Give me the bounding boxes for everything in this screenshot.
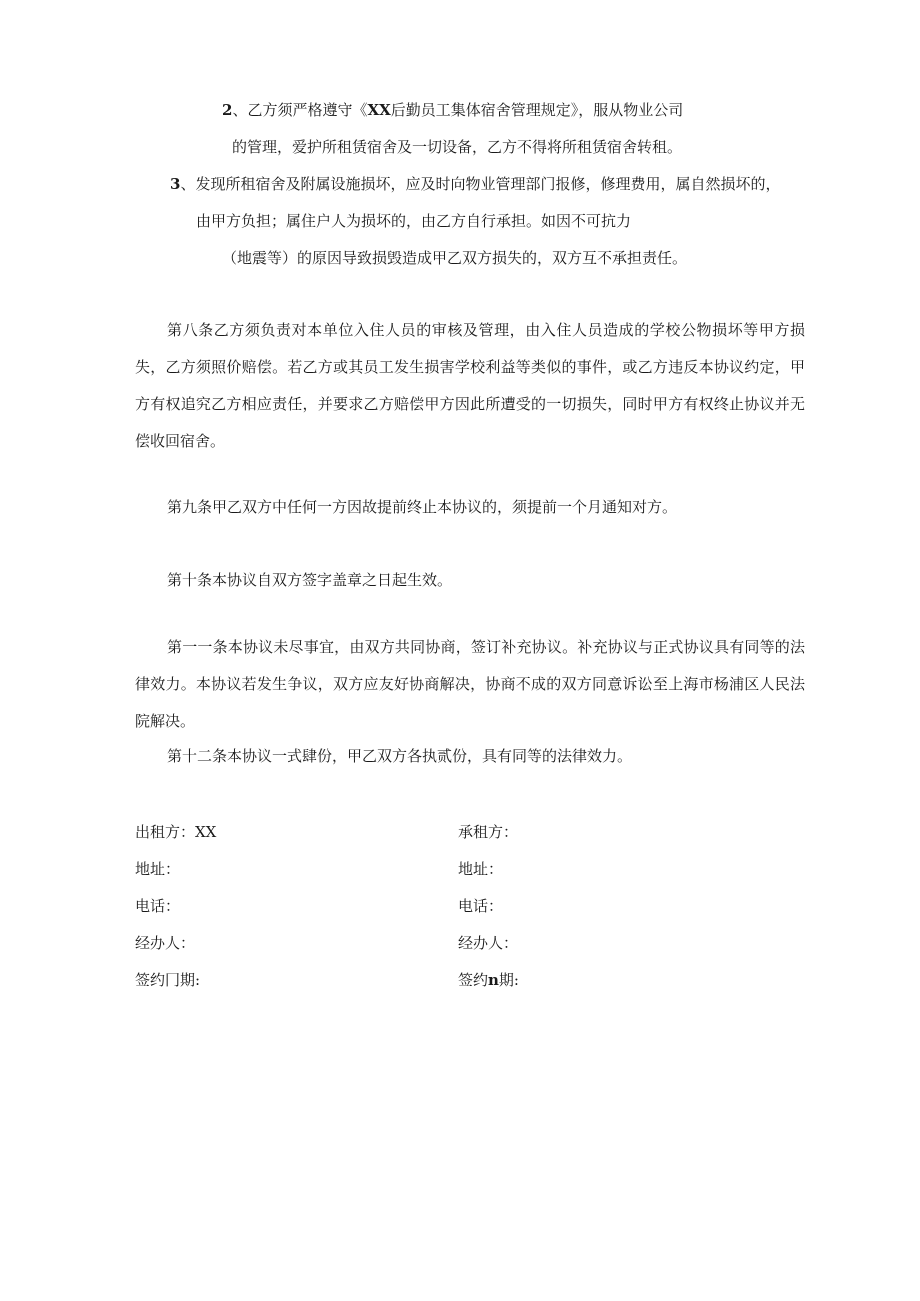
- lessor-agent: 经办人：: [135, 934, 196, 952]
- lessee-phone: 电话：: [458, 897, 504, 915]
- lessee-name: 承租方：: [458, 823, 519, 841]
- article-12: 第十二条本协议一式肆份，甲乙双方各执贰份，具有同等的法律效力。: [167, 747, 633, 765]
- clause-3-number: 3: [170, 175, 181, 193]
- clause-3-line-2: 由甲方负担；属住户人为损坏的，由乙方自行承担。如因不可抗力: [196, 212, 632, 230]
- article-10: 第十条本协议自双方签字盖章之日起生效。: [167, 571, 453, 589]
- clause-2-line-1: [222, 100, 683, 120]
- clause-3-line-3: （地震等）的原因导致损毁造成甲乙双方损失的，双方互不承担责任。: [222, 249, 688, 267]
- clause-2-number: 2: [222, 101, 233, 119]
- lessee-sign-date: [458, 970, 519, 990]
- lessor-sign-date: 签约冂期:: [135, 971, 201, 989]
- lessor-address: 地址：: [135, 860, 181, 878]
- lessee-sign-date-pre: 签约: [458, 971, 489, 989]
- clause-3-text: 、发现所租宿舍及附属设施损坏，应及时向物业管理部门报修，修理费用，属自然损坏的，: [180, 175, 781, 193]
- clause-2-text-bold: XX: [367, 101, 391, 119]
- lessee-address: 地址：: [458, 860, 504, 878]
- article-8: 第八条乙方须负责对本单位入住人员的审核及管理，由入住人员造成的学校公物损坏等甲方损失，乙方须照价赔偿。若乙方或其员工发生损害学校利益等类似的事件，或乙方违反本协议约定，甲方有权追究乙方相应责任，并要求乙方赔偿甲方因此所遭受的一切损失，同时甲方有权终止协议并无偿收回宿舍。: [135, 321, 805, 450]
- clause-2-line-2: 的管理，爱护所租赁宿舍及一切设备，乙方不得将所租赁宿舍转租。: [232, 138, 683, 156]
- clause-3-line-1: [170, 174, 780, 194]
- clause-2-text-pre: 、乙方须严格遵守《: [232, 101, 368, 119]
- clause-2-text-post: 后勤员工集体宿舍管理规定》，服从物业公司: [390, 101, 684, 119]
- article-9: 第九条甲乙双方中任何一方因故提前终止本协议的，须提前一个月通知对方。: [167, 498, 678, 516]
- lessee-agent: 经办人：: [458, 934, 519, 952]
- lessee-sign-date-post: 期:: [498, 971, 519, 989]
- lessor-phone: 电话：: [135, 897, 181, 915]
- article-11: 第一一条本协议未尽事宜，由双方共同协商，签订补充协议。补充协议与正式协议具有同等的法律效力。本协议若发生争议，双方应友好协商解决，协商不成的双方同意诉讼至上海市杨浦区人民法院解决。: [135, 638, 805, 730]
- lessee-sign-date-glyph: n: [488, 971, 499, 989]
- lessor-name: 出租方：XX: [135, 823, 217, 841]
